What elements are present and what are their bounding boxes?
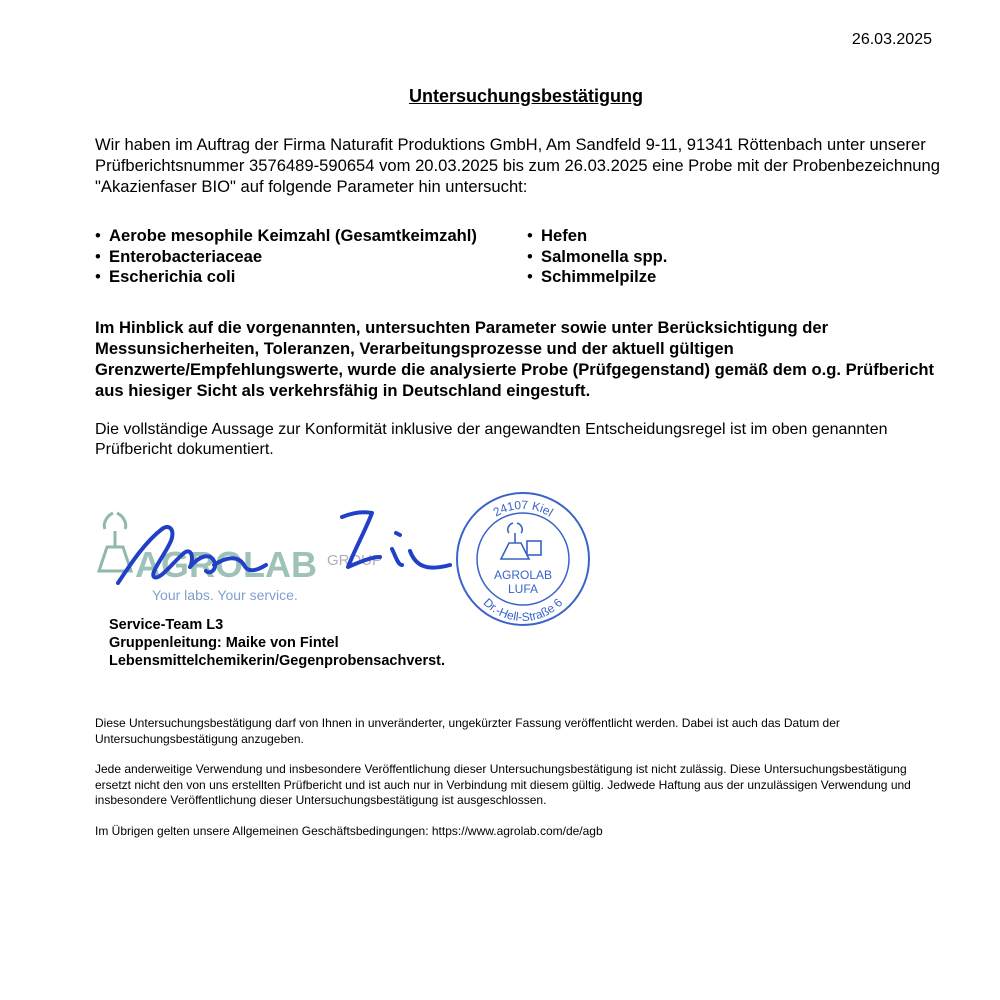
stamp-top-text-path: 24107 Kiel — [490, 497, 556, 520]
parameter-column-right — [527, 226, 667, 288]
bullet: • — [527, 267, 533, 286]
stamp-flask-icon — [501, 523, 541, 559]
signer-role: Lebensmittelchemikerin/Gegenprobensachverst. — [109, 653, 446, 669]
intro-paragraph: Wir haben im Auftrag der Firma Naturafit Produktions GmbH, Am Sandfeld 9-11, 91341 Röttenbach unter unserer Prüfberichtsnummer 3576489-590654 vom 20.03.2025 bis zum 26.03.2025 eine Probe mit der Probenbezeichnung "Akazienfaser BIO" auf folgende Parameter hin untersucht: — [95, 135, 940, 196]
bullet: • — [95, 226, 101, 245]
logo-group-text: GROUP — [327, 552, 383, 569]
parameter-label: Hefen — [541, 226, 588, 245]
logo-wordmark: AGROLAB — [135, 544, 317, 585]
conformity-paragraph: Die vollständige Aussage zur Konformität inklusive der angewandten Entscheidungsregel ist im oben genannten Prüfbericht dokumentiert. — [95, 421, 888, 458]
parameter-item — [527, 247, 667, 268]
signer-block — [109, 616, 445, 670]
parameter-column-left — [95, 226, 477, 288]
footer-paragraph-publication: Diese Untersuchungsbestätigung darf von Ihnen in unveränderter, ungekürzter Fassung veröffentlicht werden. Dabei ist auch das Datum der Untersuchungsbestätigung anzugeben. — [95, 716, 840, 746]
parameter-label: Aerobe mesophile Keimzahl (Gesamtkeimzahl) — [109, 226, 477, 245]
bullet: • — [95, 267, 101, 286]
bullet: • — [527, 226, 533, 245]
document-title: Untersuchungsbestätigung — [408, 86, 643, 106]
parameter-label: Salmonella spp. — [541, 246, 668, 266]
parameter-item — [527, 226, 667, 247]
stamp-bottom-text-path: Dr.-Hell-Straße 6 — [480, 595, 566, 625]
conclusion-paragraph: Im Hinblick auf die vorgenannten, untersuchten Parameter sowie unter Berücksichtigung der Messunsicherheiten, Toleranzen, Verarbeitungsprozesse und der aktuell gültigen Grenzwerte/Empfehlungswerte, wurde die analysierte Probe (Prüfgegenstand) gemäß dem o.g. Prüfbericht aus hiesiger Sicht als verkehrsfähig in Deutschland eingestuft. — [95, 318, 935, 400]
stamp-bottom-text — [481, 595, 566, 624]
handwritten-signature — [110, 495, 460, 595]
footer-notes — [95, 716, 940, 854]
parameter-item — [95, 267, 477, 288]
bullet: • — [95, 246, 101, 266]
signer-team: Service-Team L3 — [109, 617, 224, 633]
parameter-label: Escherichia coli — [109, 267, 236, 286]
stamp-line2: LUFA — [507, 582, 539, 596]
parameter-item — [527, 267, 667, 288]
parameter-label: Enterobacteriaceae — [109, 246, 263, 266]
footer-paragraph-terms: Im Übrigen gelten unsere Allgemeinen Geschäftsbedingungen: https://www.agrolab.com/de/agb — [95, 823, 603, 838]
parameter-item — [95, 247, 477, 268]
parameter-label: Schimmelpilze — [541, 267, 657, 286]
stamp-line1: AGROLAB — [493, 568, 553, 582]
signer-lead: Gruppenleitung: Maike von Fintel — [109, 635, 339, 651]
footer-paragraph-liability: Jede anderweitige Verwendung und insbesondere Veröffentlichung dieser Untersuchungsbestätigung ist nicht zulässig. Diese Untersuchungsbestätigung ersetzt nicht den von uns erstellten Prüfbericht und ist auch nur in Verbindung mit diesem gültig. Jedwede Haftung aus der unzulässigen Verwendung und insbesondere Veröffentlichung dieser Untersuchungsbestätigung ist ausgeschlossen. — [95, 762, 911, 807]
document-date: 26.03.2025 — [851, 31, 932, 48]
agrolab-stamp — [449, 485, 597, 633]
bullet: • — [527, 246, 533, 266]
logo-tagline: Your labs. Your service. — [152, 587, 298, 603]
stamp-top-text — [491, 498, 556, 520]
parameter-item — [95, 226, 477, 247]
